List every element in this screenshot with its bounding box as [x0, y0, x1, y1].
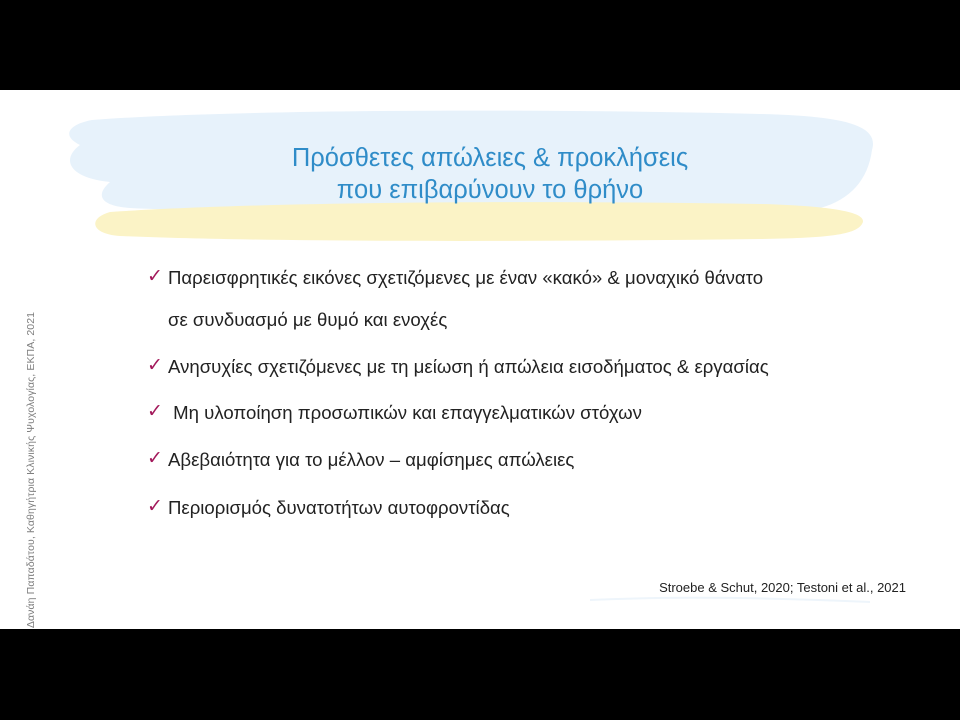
bullet-item: [147, 401, 917, 425]
bullet-text: Παρεισφρητικές εικόνες σχετιζόμενες με έναν «κακό» & μοναχικό θάνατο: [168, 267, 764, 288]
bullet-text: Ανησυχίες σχετιζόμενες με τη μείωση ή απώλεια εισοδήματος & εργασίας: [168, 356, 769, 377]
bullet-text: Περιορισμός δυνατοτήτων αυτοφροντίδας: [168, 497, 510, 518]
side-credit: Δανάη Παπαδάτου, Καθηγήτρια Κλινικής Ψυχολογίας, ΕΚΠΑ, 2021: [25, 311, 37, 629]
faint-brush-edge: [590, 598, 870, 602]
bullet-item: [147, 355, 917, 379]
slide-title: [180, 142, 800, 206]
citation: Stroebe & Schut, 2020; Testoni et al., 2021: [659, 580, 906, 595]
bullet-item: [147, 448, 917, 472]
slide: [0, 90, 960, 629]
title-line-2: που επιβαρύνουν το θρήνο: [336, 176, 644, 204]
bullet-text: Αβεβαιότητα για το μέλλον – αμφίσημες απώλειες: [168, 449, 575, 470]
checkmark-icon: ✓: [147, 496, 163, 517]
checkmark-icon: ✓: [147, 448, 163, 469]
bullet-item: [147, 266, 917, 332]
bullet-text-continuation: σε συνδυασμό με θυμό και ενοχές: [168, 309, 448, 330]
checkmark-icon: ✓: [147, 266, 163, 287]
title-line-1: Πρόσθετες απώλειες & προκλήσεις: [291, 144, 689, 172]
bullet-text: Μη υλοποίηση προσωπικών και επαγγελματικών στόχων: [168, 402, 642, 423]
bullet-item: [147, 496, 917, 520]
yellow-brush-stroke: [95, 202, 863, 241]
bullet-list: [147, 266, 917, 520]
checkmark-icon: ✓: [147, 355, 163, 376]
checkmark-icon: ✓: [147, 401, 163, 422]
